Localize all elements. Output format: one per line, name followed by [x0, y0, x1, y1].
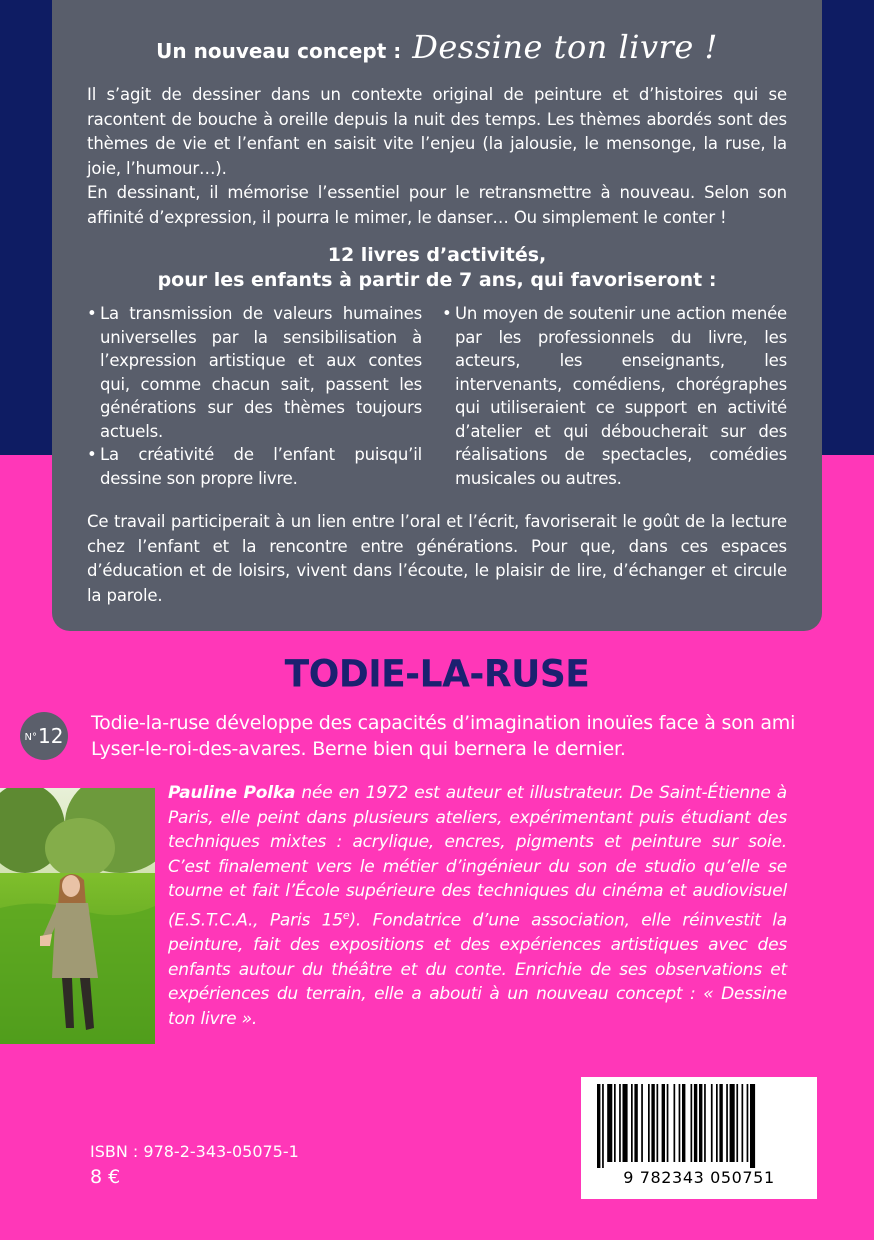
intro-text — [87, 83, 787, 230]
barcode-bar — [704, 1084, 706, 1162]
author-photo — [0, 788, 155, 1044]
author-bio-text: ). Fondatrice d’une association, elle réinvestit la peinture, fait des expositions et des expériences artistiques avec des enfants autour du théâtre et du conte. Enrichie de ses observations et expériences du terrain, elle a abouti à un nouveau concept : « Dessine ton livre ». — [168, 910, 787, 1029]
author-bio-superscript: e — [342, 908, 350, 922]
intro-paragraph: En dessinant, il mémorise l’essentiel pour le retransmettre à nouveau. Selon son affinité d’expression, il pourra le mimer, le danser… Ou simplement le conter ! — [87, 183, 787, 227]
subheading-line: pour les enfants à partir de 7 ans, qui favoriseront : — [157, 269, 717, 291]
barcode-bar — [674, 1084, 676, 1162]
book-number: 12 — [38, 724, 64, 748]
subheading-line: 12 livres d’activités, — [327, 244, 547, 266]
barcode-bar — [726, 1084, 728, 1162]
barcode — [581, 1077, 817, 1199]
barcode-bar — [634, 1084, 637, 1162]
barcode-bar — [711, 1084, 713, 1162]
isbn-text: ISBN : 978-2-343-05075-1 — [90, 1142, 299, 1161]
barcode-bar — [623, 1084, 628, 1162]
number-prefix: N° — [24, 732, 38, 743]
barcode-bar — [614, 1084, 616, 1162]
closing-paragraph: Ce travail participerait à un lien entre l’oral et l’écrit, favoriserait le goût de la lecture chez l’enfant et la rencontre entre générations. Pour que, dans ces espaces d’éducation et de loisirs, vivent dans l’écoute, le plaisir de lire, d’échanger et circule la parole. — [87, 512, 787, 605]
barcode-bar — [747, 1084, 749, 1162]
price-text: 8 € — [90, 1166, 121, 1188]
barcode-bar — [750, 1084, 755, 1168]
bullet-item: • La créativité de l’enfant puisqu’il dessine son propre livre. — [87, 443, 422, 490]
barcode-bar — [619, 1084, 621, 1162]
barcode-bar — [597, 1084, 600, 1168]
barcode-bar — [716, 1084, 718, 1162]
barcode-bar — [679, 1084, 681, 1162]
barcode-bar — [699, 1084, 702, 1162]
concept-panel — [52, 0, 822, 631]
book-title: TODIE-LA-RUSE — [284, 652, 590, 697]
barcode-bar — [742, 1084, 744, 1162]
activities-subheading — [52, 243, 822, 293]
concept-lead: Un nouveau concept : — [156, 39, 402, 63]
barcode-digits: 9 782343 050751 — [623, 1168, 775, 1187]
book-number-badge — [20, 712, 68, 760]
barcode-bar — [730, 1084, 735, 1162]
barcode-bar — [719, 1084, 722, 1162]
barcode-bar — [651, 1084, 654, 1162]
barcode-bar — [657, 1084, 659, 1162]
barcode-bar — [641, 1084, 643, 1162]
author-bio-text: née en 1972 est auteur et illustrateur. De Saint-Étienne à Paris, elle peint dans plusieurs ateliers, expérimentant puis étudiant des techniques mixtes : acrylique, encres, pigments et peinture sur soie. C’est finalement vers le métier d’ingénieur du son de studio qu’elle se tourne et fait l’École supérieure des techniques du cinéma et audiovisuel (E.S.T.C.A., Paris 15 — [168, 783, 787, 931]
barcode-bar — [648, 1084, 650, 1162]
barcode-bar — [631, 1084, 633, 1162]
bullet-column-left — [87, 302, 422, 490]
barcode-bar — [691, 1084, 693, 1162]
barcode-bars — [595, 1084, 803, 1168]
concept-headline — [52, 28, 822, 66]
bullet-item: • Un moyen de soutenir une action menée par les professionnels du livre, les acteurs, les enseignants, les intervenants, comédiens, chorégraphes qui utiliseraient ce support en activité d’atelier et qui déboucherait sur des réalisations de spectacles, comédies musicales ou autres. — [442, 302, 787, 490]
barcode-bar — [602, 1084, 604, 1168]
barcode-bar — [662, 1084, 665, 1162]
barcode-bar — [736, 1084, 738, 1162]
barcode-bar — [682, 1084, 685, 1162]
author-bio — [168, 781, 787, 1032]
bullet-item: • La transmission de valeurs humaines universelles par la sensibilisation à l’expression artistique et aux contes qui, comme chacun sait, passent les générations sur des thèmes toujours actuels. — [87, 302, 422, 443]
book-summary: Todie-la-ruse développe des capacités d’imagination inouïes face à son ami Lyser-le-roi-des-avares. Berne bien qui bernera le dernier. — [91, 712, 796, 760]
bullet-column-right — [442, 302, 787, 490]
intro-paragraph: Il s’agit de dessiner dans un contexte original de peinture et d’histoires qui se racontent de bouche à oreille depuis la nuit des temps. Les thèmes abordés sont des thèmes de vie et l’enfant en saisit vite l’enjeu (la jalousie, le mensonge, la ruse, la joie, l’humour…). — [87, 85, 787, 178]
author-name: Pauline Polka — [168, 783, 296, 803]
barcode-bar — [694, 1084, 697, 1162]
barcode-bar — [667, 1084, 669, 1162]
barcode-bar — [607, 1084, 612, 1162]
concept-script-title: Dessine ton livre ! — [412, 28, 718, 66]
